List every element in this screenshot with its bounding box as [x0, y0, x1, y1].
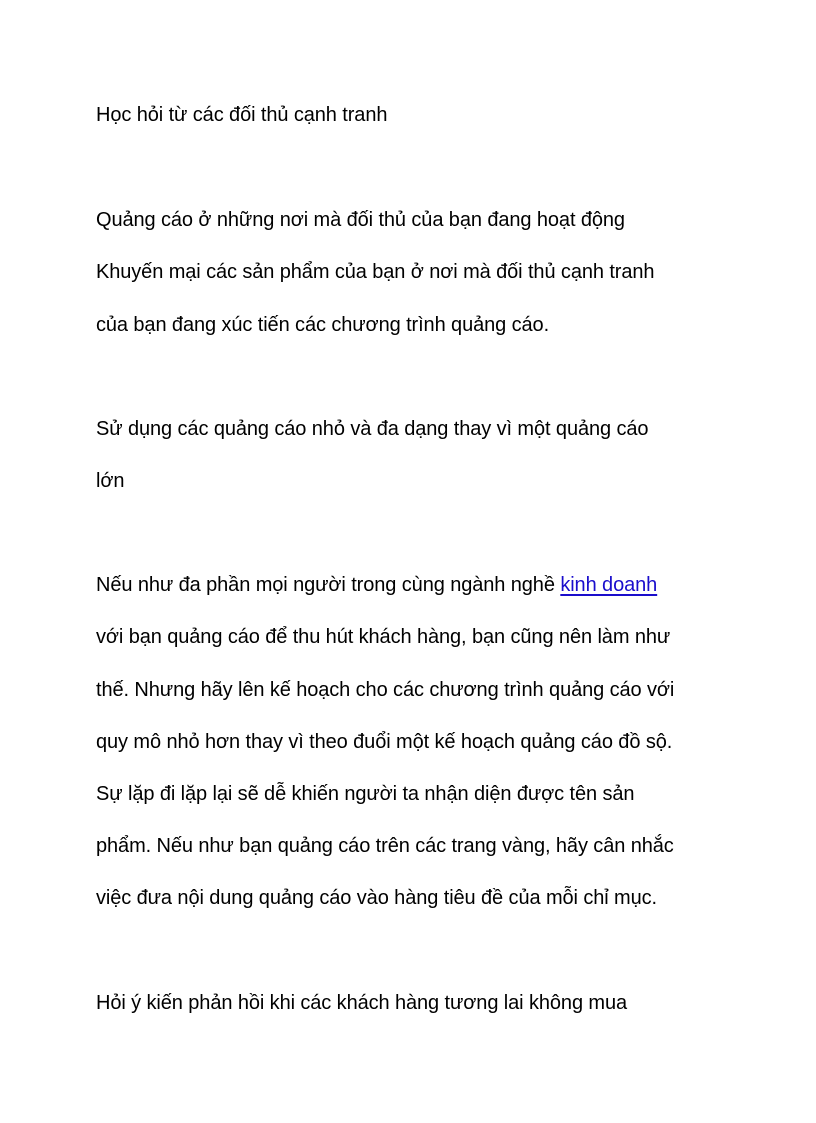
paragraph-line: lớn: [96, 470, 125, 492]
paragraph-line: thế. Nhưng hãy lên kế hoạch cho các chương trình quảng cáo với: [96, 679, 675, 701]
paragraph-line: phẩm. Nếu như bạn quảng cáo trên các trang vàng, hãy cân nhắc: [96, 835, 674, 857]
paragraph-line: Khuyến mại các sản phẩm của bạn ở nơi mà đối thủ cạnh tranh: [96, 261, 655, 283]
document-heading: Học hỏi từ các đối thủ cạnh tranh: [96, 104, 388, 126]
paragraph-line-with-link: [96, 572, 657, 598]
paragraph-line: Sự lặp đi lặp lại sẽ dễ khiến người ta nhận diện được tên sản: [96, 783, 635, 805]
paragraph-line: của bạn đang xúc tiến các chương trình quảng cáo.: [96, 314, 550, 336]
paragraph-line: việc đưa nội dung quảng cáo vào hàng tiêu đề của mỗi chỉ mục.: [96, 887, 657, 909]
paragraph-line: với bạn quảng cáo để thu hút khách hàng, bạn cũng nên làm như: [96, 626, 671, 648]
paragraph-line: quy mô nhỏ hơn thay vì theo đuổi một kế hoạch quảng cáo đồ sộ.: [96, 731, 673, 753]
paragraph-text: Nếu như đa phần mọi người trong cùng ngành nghề: [96, 574, 561, 596]
paragraph-line: Hỏi ý kiến phản hồi khi các khách hàng tương lai không mua: [96, 992, 628, 1014]
paragraph-line: Quảng cáo ở những nơi mà đối thủ của bạn đang hoạt động: [96, 209, 625, 231]
kinh-doanh-link[interactable]: kinh doanh: [560, 574, 658, 596]
paragraph-line: Sử dụng các quảng cáo nhỏ và đa dạng thay vì một quảng cáo: [96, 418, 649, 440]
